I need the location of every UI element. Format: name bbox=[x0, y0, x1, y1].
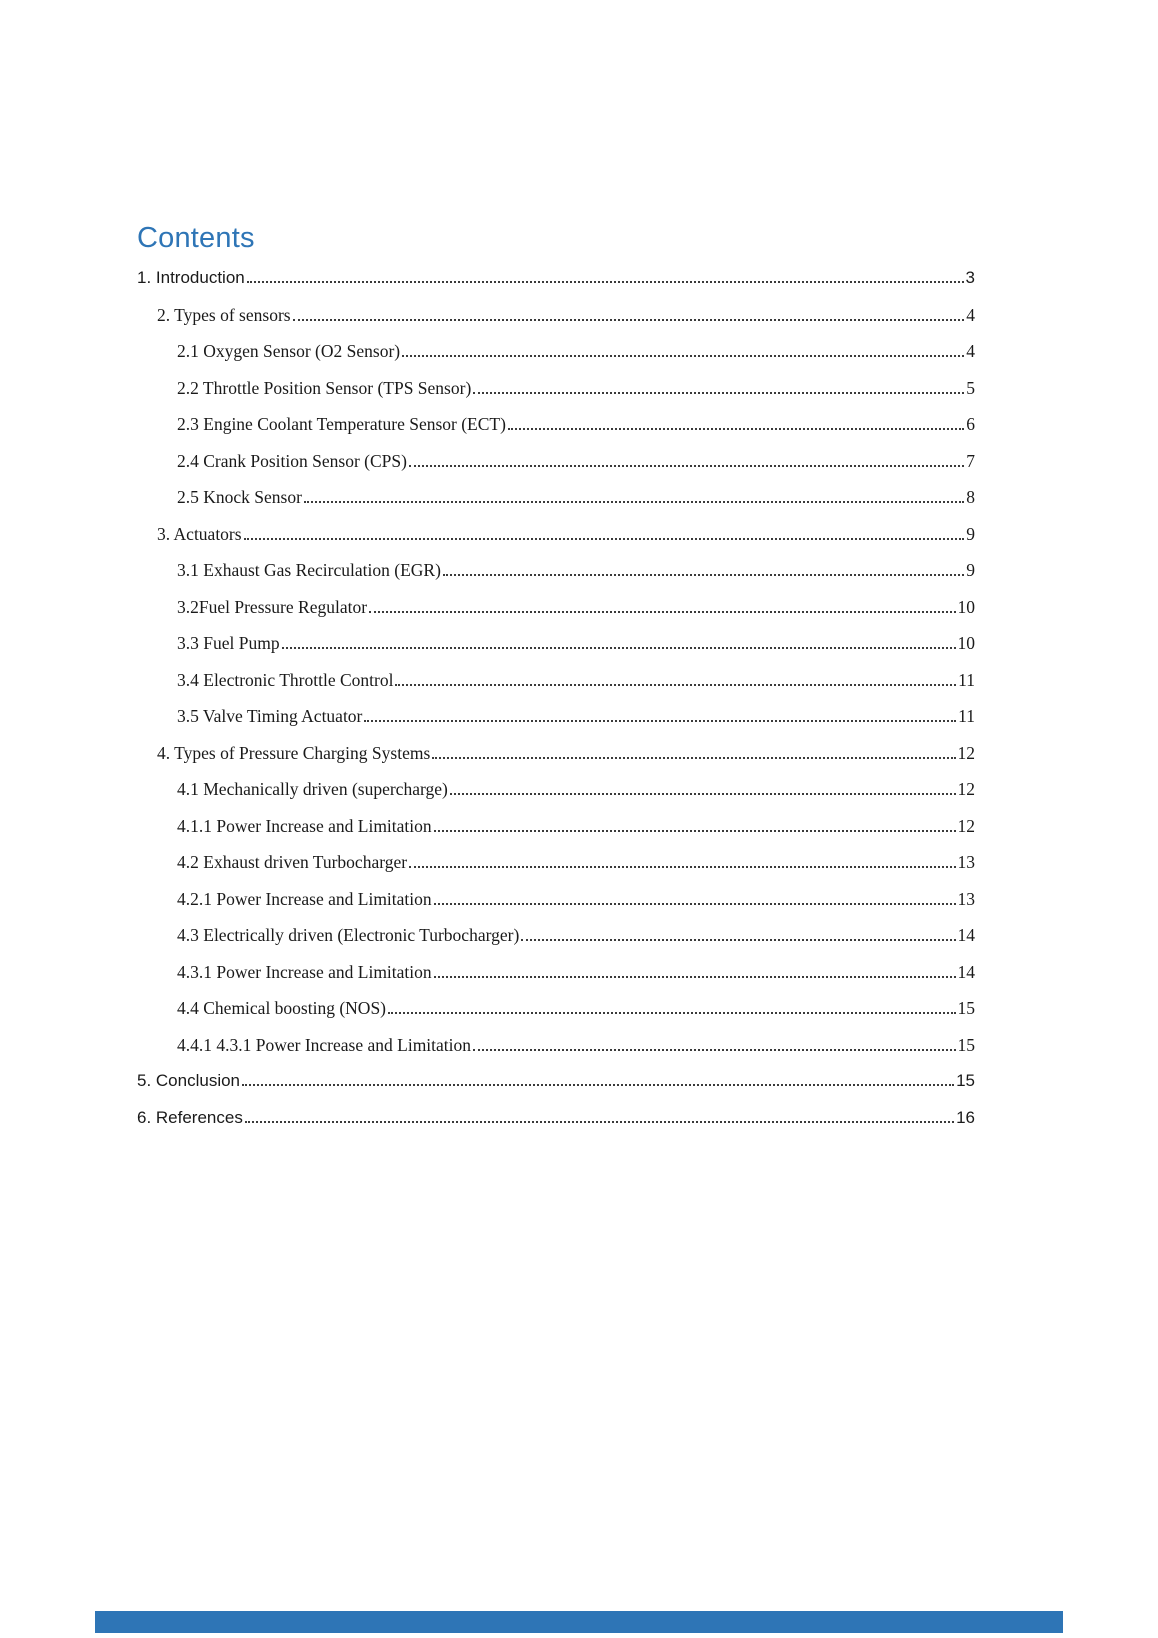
toc-page-number: 14 bbox=[957, 925, 975, 945]
toc-entry bbox=[137, 888, 975, 910]
toc-entry-label: 6. References bbox=[137, 1107, 243, 1127]
toc-entry-label: 2.4 Crank Position Sensor (CPS) bbox=[177, 450, 407, 471]
toc-entry-label: 3. Actuators bbox=[157, 523, 242, 544]
toc-entry-label: 4.4.1 4.3.1 Power Increase and Limitation bbox=[177, 1034, 472, 1055]
toc-entry-label: 2.5 Knock Sensor bbox=[177, 487, 302, 507]
toc-entry-label: 4.1.1 Power Increase and Limitation bbox=[177, 815, 432, 836]
toc-entry-label: 3.5 Valve Timing Actuator bbox=[177, 706, 363, 726]
toc-dot-leader bbox=[242, 1084, 954, 1086]
toc-entry bbox=[137, 1070, 975, 1092]
toc-entry-label: 4.4 Chemical boosting (NOS) bbox=[177, 998, 387, 1018]
toc-entry bbox=[137, 851, 975, 873]
toc-entry-label: 2. Types of sensors bbox=[157, 304, 291, 325]
toc-entry-label: 4.3.1 Power Increase and Limitation bbox=[177, 961, 432, 982]
toc-entry-label: 5. Conclusion bbox=[137, 1071, 241, 1090]
contents-heading: Contents bbox=[137, 222, 255, 254]
table-of-contents bbox=[137, 267, 975, 1129]
toc-dot-leader bbox=[521, 939, 955, 941]
toc-dot-leader bbox=[282, 647, 956, 649]
toc-dot-leader bbox=[364, 720, 956, 722]
toc-dot-leader bbox=[293, 319, 965, 321]
toc-page-number: 9 bbox=[966, 523, 975, 544]
toc-entry-label: 4.1 Mechanically driven (supercharge) bbox=[177, 779, 448, 799]
toc-page-number: 11 bbox=[958, 706, 975, 726]
toc-entry bbox=[137, 450, 975, 472]
toc-entry-label: 1. Introduction bbox=[137, 268, 245, 287]
toc-entry bbox=[137, 997, 975, 1019]
toc-dot-leader bbox=[245, 1121, 954, 1123]
toc-dot-leader bbox=[409, 866, 955, 868]
toc-page-number: 14 bbox=[957, 961, 975, 982]
toc-entry-label: 4. Types of Pressure Charging Systems bbox=[157, 742, 431, 763]
toc-page-number: 15 bbox=[957, 998, 975, 1018]
toc-dot-leader bbox=[247, 281, 964, 283]
toc-dot-leader bbox=[402, 355, 964, 357]
toc-entry bbox=[137, 377, 975, 399]
toc-page-number: 6 bbox=[966, 414, 975, 434]
toc-entry bbox=[137, 596, 975, 618]
toc-page-number: 15 bbox=[957, 1034, 975, 1055]
toc-page-number: 13 bbox=[957, 852, 975, 872]
toc-dot-leader bbox=[432, 757, 955, 759]
toc-entry-label: 4.2.1 Power Increase and Limitation bbox=[177, 888, 432, 909]
toc-entry bbox=[137, 961, 975, 983]
toc-page-number: 5 bbox=[966, 377, 975, 398]
toc-entry-label: 2.1 Oxygen Sensor (O2 Sensor) bbox=[177, 341, 401, 361]
toc-page-number: 16 bbox=[956, 1107, 975, 1127]
toc-page-number: 10 bbox=[957, 633, 975, 653]
toc-entry-label: 4.2 Exhaust driven Turbocharger bbox=[177, 852, 408, 872]
toc-dot-leader bbox=[304, 501, 964, 503]
toc-entry-label: 4.3 Electrically driven (Electronic Turbocharger) bbox=[177, 925, 520, 945]
toc-entry bbox=[137, 705, 975, 727]
toc-dot-leader bbox=[508, 428, 964, 430]
toc-page-number: 12 bbox=[957, 815, 975, 836]
toc-entry bbox=[137, 1034, 975, 1056]
toc-entry bbox=[137, 304, 975, 326]
toc-page-number: 3 bbox=[965, 268, 975, 287]
toc-page-number: 8 bbox=[966, 487, 975, 507]
toc-entry bbox=[137, 778, 975, 800]
toc-page-number: 15 bbox=[956, 1071, 975, 1090]
toc-page-number: 10 bbox=[957, 596, 975, 617]
toc-entry bbox=[137, 559, 975, 581]
toc-entry bbox=[137, 486, 975, 508]
toc-page-number: 12 bbox=[957, 742, 975, 763]
toc-page-number: 7 bbox=[966, 450, 975, 471]
toc-page-number: 4 bbox=[966, 304, 975, 325]
toc-entry-label: 2.2 Throttle Position Sensor (TPS Sensor) bbox=[177, 377, 472, 398]
toc-dot-leader bbox=[443, 574, 964, 576]
toc-page-number: 4 bbox=[966, 341, 975, 361]
toc-page-number: 9 bbox=[966, 560, 975, 580]
toc-entry bbox=[137, 815, 975, 837]
toc-entry bbox=[137, 1107, 975, 1129]
toc-dot-leader bbox=[473, 392, 964, 394]
footer-accent-bar bbox=[95, 1611, 1063, 1633]
toc-entry bbox=[137, 340, 975, 362]
toc-page-number: 12 bbox=[957, 779, 975, 799]
toc-entry-label: 2.3 Engine Coolant Temperature Sensor (ECT) bbox=[177, 414, 506, 434]
toc-dot-leader bbox=[388, 1012, 955, 1014]
toc-entry bbox=[137, 669, 975, 691]
toc-entry bbox=[137, 523, 975, 545]
toc-dot-leader bbox=[244, 538, 965, 540]
toc-entry-label: 3.1 Exhaust Gas Recirculation (EGR) bbox=[177, 560, 441, 580]
toc-entry-label: 3.4 Electronic Throttle Control bbox=[177, 669, 394, 690]
toc-dot-leader bbox=[434, 976, 956, 978]
toc-entry bbox=[137, 413, 975, 435]
toc-entry bbox=[137, 632, 975, 654]
toc-dot-leader bbox=[473, 1049, 955, 1051]
toc-dot-leader bbox=[434, 830, 956, 832]
toc-dot-leader bbox=[434, 903, 956, 905]
toc-dot-leader bbox=[409, 465, 964, 467]
toc-page-number: 13 bbox=[957, 888, 975, 909]
toc-entry bbox=[137, 267, 975, 289]
toc-entry bbox=[137, 742, 975, 764]
toc-entry bbox=[137, 924, 975, 946]
toc-entry-label: 3.2Fuel Pressure Regulator bbox=[177, 596, 368, 617]
toc-page-number: 11 bbox=[958, 669, 975, 690]
toc-dot-leader bbox=[450, 793, 956, 795]
toc-dot-leader bbox=[369, 611, 955, 613]
toc-entry-label: 3.3 Fuel Pump bbox=[177, 633, 280, 653]
toc-dot-leader bbox=[395, 684, 956, 686]
